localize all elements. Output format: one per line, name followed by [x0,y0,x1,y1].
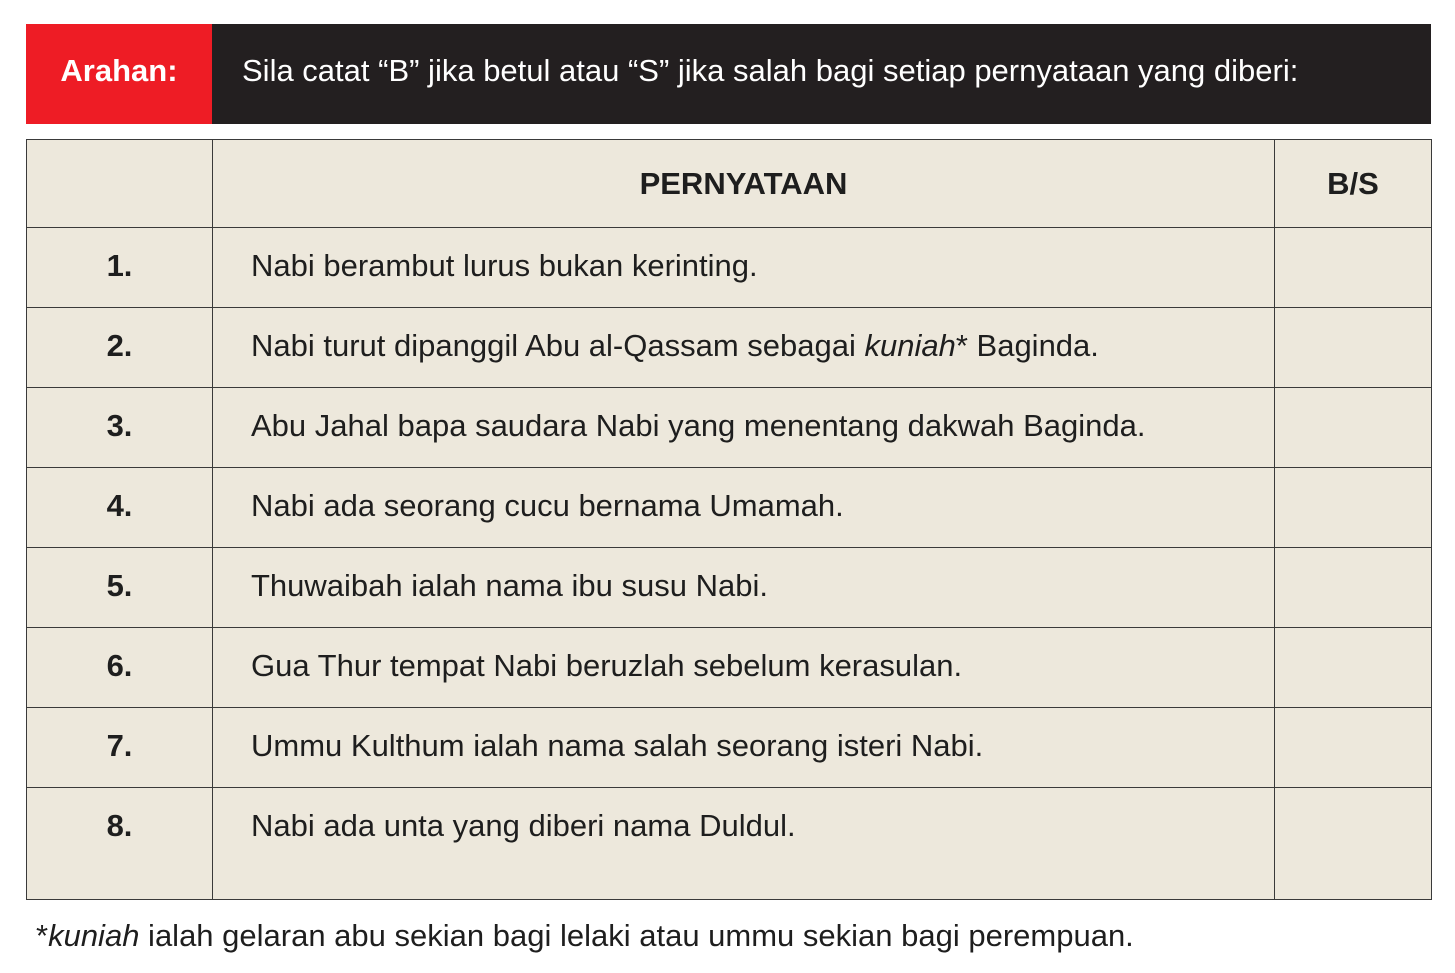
table-row [27,708,1432,788]
statement-part: Nabi turut dipanggil Abu al-Qassam sebagai [251,328,865,363]
footnote-marker: * [36,918,49,953]
statement-part: * Baginda. [955,328,1099,363]
row-statement: Abu Jahal bapa saudara Nabi yang menentang dakwah Baginda. [213,388,1275,468]
instruction-label: Arahan: [26,24,212,124]
statement-term-italic: kuniah [864,328,956,363]
table-row [27,388,1432,468]
row-number: 4. [27,468,213,548]
answer-cell[interactable] [1275,548,1432,628]
table-row [27,308,1432,388]
row-number: 1. [27,228,213,308]
footnote [36,918,1134,954]
answer-cell[interactable] [1275,308,1432,388]
answer-cell[interactable] [1275,708,1432,788]
row-statement: Nabi berambut lurus bukan kerinting. [213,228,1275,308]
answer-cell[interactable] [1275,788,1432,900]
row-number: 7. [27,708,213,788]
answer-cell[interactable] [1275,468,1432,548]
answer-cell[interactable] [1275,228,1432,308]
footnote-text: ialah gelaran abu sekian bagi lelaki atau ummu sekian bagi perempuan. [139,918,1134,953]
row-statement [213,308,1275,388]
statement-table [26,139,1432,900]
row-statement: Ummu Kulthum ialah nama salah seorang isteri Nabi. [213,708,1275,788]
table-row [27,628,1432,708]
table-row [27,548,1432,628]
row-statement: Nabi ada seorang cucu bernama Umamah. [213,468,1275,548]
header-number [27,140,213,228]
row-number: 8. [27,788,213,900]
answer-cell[interactable] [1275,628,1432,708]
table-row [27,228,1432,308]
row-number: 3. [27,388,213,468]
header-answer: B/S [1275,140,1432,228]
instruction-text: Sila catat “B” jika betul atau “S” jika salah bagi setiap pernyataan yang diberi: [242,53,1299,88]
header-statement: PERNYATAAN [213,140,1275,228]
row-statement: Gua Thur tempat Nabi beruzlah sebelum kerasulan. [213,628,1275,708]
row-number: 6. [27,628,213,708]
footnote-term: kuniah [48,918,140,953]
row-statement: Nabi ada unta yang diberi nama Duldul. [213,788,1275,900]
row-number: 5. [27,548,213,628]
table-row [27,468,1432,548]
row-number: 2. [27,308,213,388]
instruction-banner [26,24,1431,124]
row-statement: Thuwaibah ialah nama ibu susu Nabi. [213,548,1275,628]
table-row [27,788,1432,900]
table-header-row [27,140,1432,228]
answer-cell[interactable] [1275,388,1432,468]
